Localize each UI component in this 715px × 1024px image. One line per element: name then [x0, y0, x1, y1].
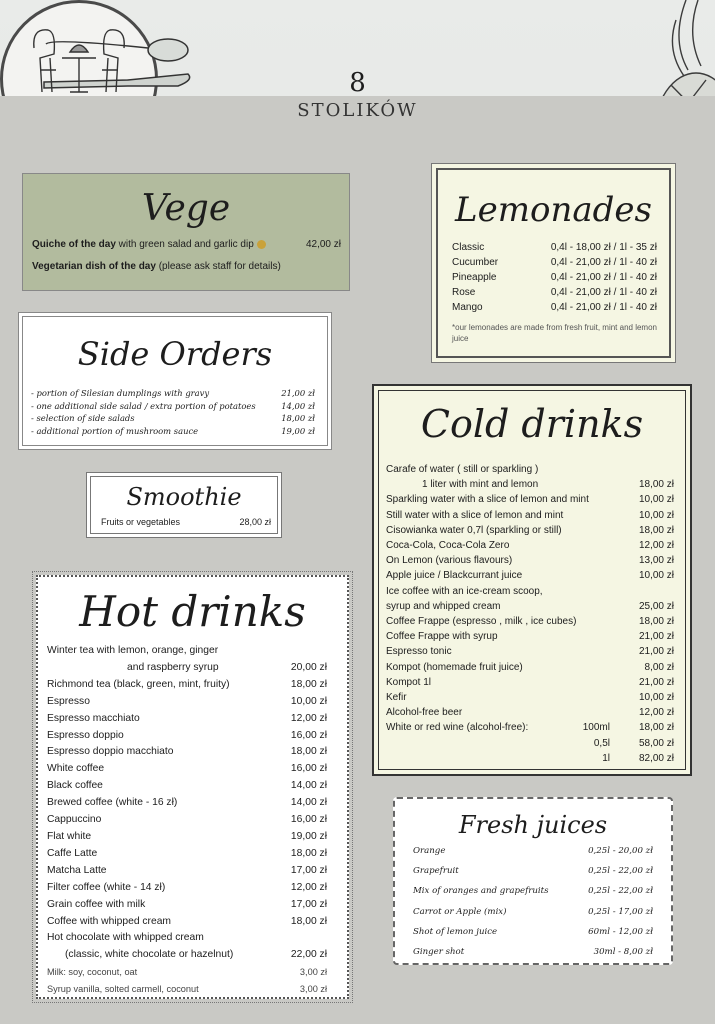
- menu-item-name: syrup and whipped cream: [386, 600, 501, 612]
- menu-item-row: [386, 462, 674, 477]
- menu-item-row: [386, 568, 674, 583]
- menu-item-row: [31, 425, 315, 438]
- side-orders-title: Side Orders: [77, 335, 273, 373]
- fresh-juices-title: Fresh juices: [458, 811, 608, 839]
- vege-section: [22, 173, 350, 291]
- vegan-icon: [257, 240, 266, 249]
- vege-item-quiche-price: 42,00 zł: [305, 239, 341, 250]
- menu-item-row: [386, 614, 674, 629]
- vege-item-dish-desc: (please ask staff for details): [155, 261, 281, 272]
- menu-item-price: 25,00 zł: [638, 600, 674, 612]
- menu-item-price: 0,25l - 22,00 zł: [588, 886, 653, 897]
- menu-item-row: [386, 477, 674, 492]
- menu-item-row: [413, 841, 653, 861]
- menu-item-row: [47, 728, 327, 745]
- menu-item-row: [47, 660, 327, 677]
- menu-item-name: Espresso doppio: [47, 729, 124, 741]
- menu-item-size: 100ml: [582, 722, 610, 734]
- menu-item-price: 20,00 zł: [290, 661, 327, 673]
- menu-item-name: Cucumber: [452, 257, 499, 268]
- menu-item-name: [386, 751, 602, 766]
- menu-item-row: [47, 964, 327, 981]
- menu-item-row: [47, 711, 327, 728]
- menu-item-price: 8,00 zł: [644, 661, 674, 673]
- menu-item-row: [452, 255, 657, 270]
- menu-item-row: [386, 508, 674, 523]
- lemonades-list: [452, 240, 657, 315]
- menu-item-name: Black coffee: [47, 780, 103, 792]
- menu-item-name: (classic, white chocolate or hazelnut): [65, 949, 234, 961]
- menu-item-row: [413, 861, 653, 881]
- cold-drinks-section: [372, 384, 692, 776]
- fresh-juices-list: [413, 841, 653, 962]
- menu-item-row: [386, 690, 674, 705]
- menu-item-price: 0,4l - 21,00 zł / 1l - 40 zł: [550, 257, 657, 268]
- menu-item-name: Shot of lemon juice: [413, 926, 498, 937]
- smoothie-item-price: 28,00 zł: [239, 517, 271, 527]
- menu-item-name: [386, 736, 594, 751]
- menu-item-name: - selection of side salads: [31, 413, 135, 423]
- menu-item-row: [386, 584, 674, 599]
- menu-item-price: 0,25l - 17,00 zł: [588, 906, 653, 917]
- menu-item-price: 21,00 zł: [638, 676, 674, 688]
- menu-item-price: 12,00 zł: [638, 707, 674, 719]
- menu-item-row: [47, 812, 327, 829]
- menu-item-price: 14,00 zł: [281, 400, 315, 411]
- menu-item-name: Espresso tonic: [386, 646, 452, 658]
- vege-title: Vege: [141, 188, 231, 229]
- menu-item-price: 18,00 zł: [638, 616, 674, 628]
- lemonades-title: Lemonades: [455, 190, 652, 230]
- menu-item-price: 0,4l - 18,00 zł / 1l - 35 zł: [550, 242, 657, 253]
- smoothie-title: Smoothie: [126, 483, 242, 511]
- menu-item-price: [624, 462, 674, 477]
- menu-item-name: On Lemon (various flavours): [386, 555, 513, 567]
- menu-item-price: 19,00 zł: [281, 425, 315, 436]
- menu-item-price: 18,00 zł: [638, 524, 674, 536]
- menu-item-name: Syrup vanilla, solted carmell, coconut: [47, 984, 199, 995]
- menu-item-row: [386, 720, 674, 735]
- menu-item-size-price: [594, 736, 674, 751]
- hot-drinks-title: Hot drinks: [79, 587, 306, 636]
- menu-item-name: Richmond tea (black, green, mint, fruity): [47, 678, 230, 690]
- menu-item-price: 12,00 zł: [290, 881, 327, 893]
- menu-item-size: 0,5l: [593, 737, 610, 749]
- menu-item-name: White or red wine (alcohol-free):: [386, 722, 529, 734]
- side-orders-list: [31, 387, 315, 437]
- menu-item-price: 18,00 zł: [290, 678, 327, 690]
- menu-item-name: - one additional side salad / extra portion of potatoes: [31, 400, 256, 411]
- menu-item-row: [386, 660, 674, 675]
- menu-item-row: [47, 795, 327, 812]
- menu-item-price: 10,00 zł: [290, 695, 327, 707]
- menu-item-price: 10,00 zł: [638, 692, 674, 704]
- menu-item-price: 13,00 zł: [638, 555, 674, 567]
- menu-item-price: 18,00 zł: [290, 847, 327, 859]
- menu-item-name: - additional portion of mushroom sauce: [31, 425, 199, 436]
- menu-item-row: [452, 240, 657, 255]
- vege-item-quiche-name: Quiche of the day: [32, 239, 116, 250]
- smoothie-section: [90, 476, 278, 534]
- menu-item-name: Milk: soy, coconut, oat: [47, 967, 138, 978]
- menu-item-name: Coffee with whipped cream: [47, 915, 172, 927]
- menu-item-name: Cappuccino: [47, 814, 102, 826]
- menu-item-row: [386, 751, 674, 766]
- menu-item-price: 10,00 zł: [638, 494, 674, 506]
- menu-item-price: 16,00 zł: [290, 814, 327, 826]
- vege-item-dish-name: Vegetarian dish of the day: [32, 261, 156, 272]
- menu-item-price: 17,00 zł: [290, 864, 327, 876]
- menu-item-name: Coca-Cola, Coca-Cola Zero: [386, 540, 510, 552]
- menu-item-price: 14,00 zł: [290, 780, 327, 792]
- menu-item-name: 1 liter with mint and lemon: [422, 479, 539, 491]
- menu-item-price: 60ml - 12,00 zł: [588, 926, 653, 937]
- menu-item-name: Apple juice / Blackcurrant juice: [386, 570, 523, 582]
- menu-item-name: Orange: [413, 846, 446, 856]
- menu-item-price: 10,00 zł: [638, 509, 674, 521]
- menu-item-row: [386, 599, 674, 614]
- menu-item-name: Ginger shot: [413, 947, 465, 958]
- menu-item-row: [47, 947, 327, 964]
- menu-item-price: 22,00 zł: [290, 949, 327, 961]
- menu-item-price: [624, 584, 674, 599]
- menu-item-price: 18,00 zł: [638, 722, 674, 734]
- menu-item-name: Alcohol-free beer: [386, 707, 463, 719]
- menu-item-row: [47, 863, 327, 880]
- menu-item-price: 3,00 zł: [299, 967, 327, 978]
- menu-item-price: 0,4l - 21,00 zł / 1l - 40 zł: [550, 272, 657, 283]
- hot-drinks-section: [36, 575, 349, 999]
- menu-item-row: [386, 644, 674, 659]
- restaurant-logo: [0, 0, 418, 158]
- menu-item-price: 19,00 zł: [290, 830, 327, 842]
- lemonades-section: [436, 168, 671, 358]
- menu-item-name: Coffee Frappe (espresso , milk , ice cubes): [386, 616, 577, 628]
- menu-item-name: Cisowianka water 0,7l (sparkling or still): [386, 524, 562, 536]
- menu-item-row: [386, 705, 674, 720]
- logo-name: STOLIKÓW: [297, 100, 418, 121]
- menu-item-row: [47, 914, 327, 931]
- menu-item-price: 17,00 zł: [290, 898, 327, 910]
- menu-item-row: [47, 778, 327, 795]
- menu-item-row: [386, 523, 674, 538]
- menu-item-name: Winter tea with lemon, orange, ginger: [47, 645, 219, 656]
- menu-item-row: [47, 930, 327, 947]
- menu-item-name: Ice coffee with an ice-cream scoop,: [386, 585, 543, 597]
- menu-item-row: [47, 643, 327, 660]
- menu-item-row: [47, 829, 327, 846]
- menu-item-name: Matcha Latte: [47, 864, 107, 876]
- menu-item-price: 18,00 zł: [638, 479, 674, 491]
- logo-number: 8: [349, 68, 366, 98]
- menu-item-name: and raspberry syrup: [127, 661, 219, 673]
- cold-drinks-title: Cold drinks: [420, 402, 644, 446]
- menu-item-price: 0,25l - 22,00 zł: [588, 866, 653, 877]
- menu-item-row: [47, 677, 327, 694]
- menu-item-row: [452, 270, 657, 285]
- menu-item-row: [31, 412, 315, 425]
- smoothie-item: [101, 517, 271, 527]
- fresh-juices-section: [393, 797, 673, 965]
- smoothie-item-name: Fruits or vegetables: [101, 517, 181, 527]
- menu-item-price: 16,00 zł: [290, 763, 327, 775]
- hot-drinks-list: [47, 643, 327, 998]
- menu-item-row: [413, 902, 653, 922]
- menu-item-name: Carrot or Apple (mix): [413, 906, 507, 917]
- menu-item-name: Espresso: [47, 695, 90, 707]
- menu-item-row: [47, 761, 327, 778]
- menu-item-row: [452, 300, 657, 315]
- menu-item-name: Carafe of water ( still or sparkling ): [386, 464, 539, 475]
- menu-item-name: Espresso macchiato: [47, 712, 140, 724]
- menu-item-name: Rose: [452, 287, 476, 298]
- menu-item-name: Kefir: [386, 692, 407, 704]
- menu-item-name: Flat white: [47, 830, 92, 842]
- menu-item-price: 0,25l - 20,00 zł: [588, 846, 653, 856]
- menu-item-name: Kompot 1l: [386, 676, 432, 688]
- menu-item-row: [386, 538, 674, 553]
- menu-item-price: 10,00 zł: [638, 570, 674, 582]
- menu-item-name: White coffee: [47, 763, 105, 775]
- vege-item-quiche-desc: with green salad and garlic dip: [115, 239, 257, 250]
- menu-item-price: 18,00 zł: [281, 413, 315, 423]
- menu-item-price: 18,00 zł: [290, 915, 327, 927]
- lemonades-note: *our lemonades are made from fresh fruit, mint and lemon juice: [452, 323, 657, 343]
- menu-item-name: Kompot (homemade fruit juice): [386, 661, 523, 673]
- menu-item-price: 0,4l - 21,00 zł / 1l - 40 zł: [550, 302, 657, 313]
- menu-item-name: Caffe Latte: [47, 847, 98, 859]
- menu-item-price: 14,00 zł: [290, 797, 327, 809]
- menu-item-price: 21,00 zł: [638, 631, 674, 643]
- menu-item-row: [31, 387, 315, 400]
- vege-item-dish-of-day: [32, 261, 281, 272]
- menu-item-name: Pineapple: [452, 272, 497, 283]
- menu-item-name: Brewed coffee (white - 16 zł): [47, 797, 178, 809]
- menu-item-price: 12,00 zł: [290, 712, 327, 724]
- menu-item-name: Sparkling water with a slice of lemon and mint: [386, 494, 589, 506]
- menu-item-row: [386, 492, 674, 507]
- menu-item-name: Hot chocolate with whipped cream: [47, 932, 204, 944]
- menu-item-row: [413, 881, 653, 901]
- menu-item-size: 1l: [602, 752, 610, 764]
- menu-item-name: Classic: [452, 242, 485, 253]
- menu-item-row: [47, 981, 327, 998]
- menu-item-price: 58,00 zł: [638, 737, 674, 749]
- menu-item-row: [386, 553, 674, 568]
- menu-item-price: 16,00 zł: [290, 729, 327, 741]
- menu-item-row: [413, 922, 653, 942]
- menu-item-row: [413, 942, 653, 962]
- menu-item-row: [386, 675, 674, 690]
- menu-item-size-price: [602, 751, 674, 766]
- menu-item-price: 0,4l - 21,00 zł / 1l - 40 zł: [550, 287, 657, 298]
- menu-item-name: Grain coffee with milk: [47, 898, 146, 910]
- menu-item-price: 82,00 zł: [638, 752, 674, 764]
- menu-item-row: [452, 285, 657, 300]
- menu-item-row: [386, 629, 674, 644]
- menu-item-name: Still water with a slice of lemon and mint: [386, 509, 564, 521]
- menu-item-name: - portion of Silesian dumplings with gravy: [31, 388, 210, 398]
- menu-item-price: 12,00 zł: [638, 540, 674, 552]
- menu-item-price: 21,00 zł: [638, 646, 674, 658]
- menu-item-size-price: [583, 720, 674, 735]
- menu-item-row: [386, 736, 674, 751]
- menu-item-row: [47, 846, 327, 863]
- menu-item-row: [47, 694, 327, 711]
- menu-item-row: [47, 897, 327, 914]
- menu-item-price: 21,00 zł: [281, 388, 315, 398]
- menu-item-name: Coffee Frappe with syrup: [386, 631, 498, 643]
- vege-item-quiche: [32, 239, 341, 250]
- menu-item-row: [31, 400, 315, 413]
- menu-item-name: Grapefruit: [413, 866, 459, 877]
- menu-item-price: 3,00 zł: [299, 984, 327, 995]
- menu-item-name: Filter coffee (white - 14 zł): [47, 881, 166, 893]
- menu-item-name: Mango: [452, 302, 483, 313]
- menu-item-price: 30ml - 8,00 zł: [593, 947, 653, 958]
- menu-item-name: Espresso doppio macchiato: [47, 746, 174, 758]
- cold-drinks-list: [386, 462, 674, 766]
- menu-item-price: 18,00 zł: [290, 746, 327, 758]
- menu-item-name: Mix of oranges and grapefruits: [413, 886, 549, 897]
- menu-item-row: [47, 744, 327, 761]
- side-orders-section: [22, 316, 328, 446]
- menu-item-row: [47, 880, 327, 897]
